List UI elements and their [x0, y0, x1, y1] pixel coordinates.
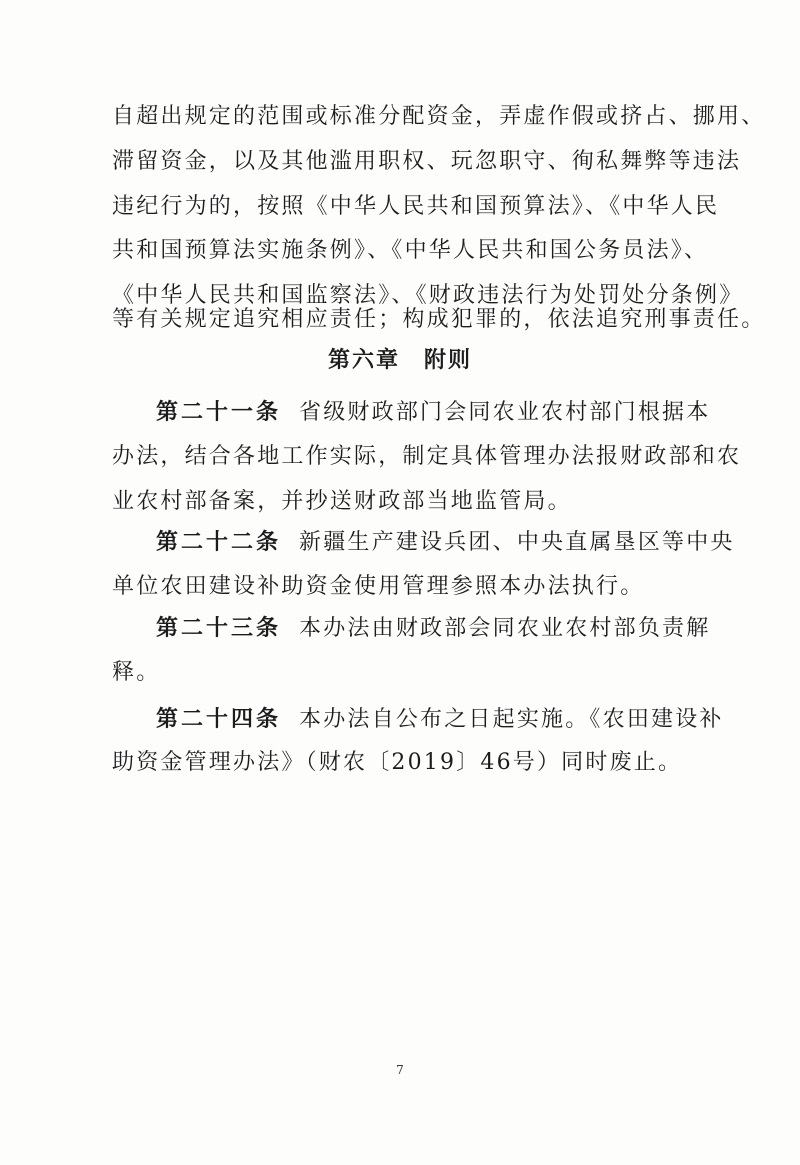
article-21-text: 省级财政部门会同农业农村部门根据本 — [299, 400, 711, 425]
article-22-first-line — [156, 528, 735, 558]
paragraph-line: 共和国预算法实施条例》、《中华人民共和国公务员法》、 — [112, 238, 709, 263]
article-21-first-line — [156, 398, 711, 428]
paragraph-line: 违纪行为的，按照《中华人民共和国预算法》、《中华人民 — [112, 194, 720, 219]
article-23-text: 本办法由财政部会同农业农村部负责解 — [299, 616, 711, 641]
article-23-first-line — [156, 614, 711, 644]
paragraph-line: 自超出规定的范围或标准分配资金，弄虚作假或挤占、挪用、 — [112, 104, 766, 129]
article-24-first-line — [156, 705, 724, 735]
chapter-title: 第六章 附则 — [327, 348, 472, 373]
article-21-line: 业农村部备案，并抄送财政部当地监管局。 — [112, 489, 572, 514]
paragraph-line: 等有关规定追究相应责任；构成犯罪的，依法追究刑事责任。 — [112, 307, 766, 332]
article-21-label: 第二十一条 — [156, 400, 282, 425]
page-number: 7 — [396, 1063, 404, 1077]
paragraph-line: 《中华人民共和国监察法》、《财政违法行为处罚处分条例》 — [112, 283, 744, 308]
article-22-line: 单位农田建设补助资金使用管理参照本办法执行。 — [112, 574, 645, 599]
article-24-line: 助资金管理办法》（财农〔2019〕46号）同时废止。 — [112, 750, 683, 775]
article-23-line: 释。 — [112, 660, 161, 685]
article-24-text: 本办法自公布之日起实施。《农田建设补 — [299, 707, 724, 732]
article-22-text: 新疆生产建设兵团、中央直属垦区等中央 — [299, 530, 735, 555]
article-23-label: 第二十三条 — [156, 616, 282, 641]
paragraph-line: 滞留资金，以及其他滥用职权、玩忽职守、徇私舞弊等违法 — [112, 149, 742, 174]
article-22-label: 第二十二条 — [156, 530, 282, 555]
article-24-label: 第二十四条 — [156, 707, 282, 732]
article-21-line: 办法，结合各地工作实际，制定具体管理办法报财政部和农 — [112, 444, 742, 469]
